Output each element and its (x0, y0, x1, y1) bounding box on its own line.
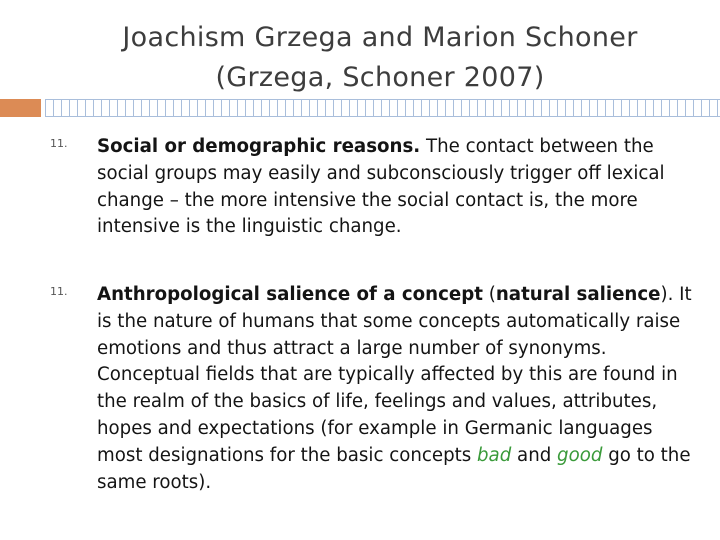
item-number: 11. (50, 285, 68, 298)
conjunction: and (511, 444, 558, 466)
grid-bar (45, 99, 720, 117)
item-heading: Anthropological salience of a concept (97, 284, 483, 305)
item-number: 11. (50, 137, 68, 150)
item-text (97, 282, 697, 496)
item-body-end: go to the same roots). (97, 444, 691, 493)
item-text (97, 134, 697, 241)
title-line-1: Joachism Grzega and Marion Schoner (122, 22, 638, 53)
paren-open: ( (482, 284, 496, 305)
item-heading: Social or demographic reasons. (97, 136, 421, 157)
paren-close: ). (660, 284, 680, 305)
highlight-word-bad: bad (477, 444, 512, 466)
highlight-word-good: good (557, 444, 603, 466)
slide-title (60, 18, 700, 98)
item-body: It is the nature of humans that some concepts automatically raise emotions and thus attract a large number of synonyms. Conceptual fields that are typically affected by this are found in the realm of the basics of life, feelings and values, attributes, hopes and expectations (for example in Germanic languages most designations for the basic concepts (97, 284, 692, 466)
item-subheading: natural salience (495, 284, 661, 305)
item-body: The contact between the social groups may easily and subconsciously trigger off lexical change – the more intensive the social contact is, the more intensive is the linguistic change. (97, 136, 665, 238)
accent-block (0, 99, 41, 117)
title-divider (0, 99, 720, 117)
title-line-2: (Grzega, Schoner 2007) (215, 62, 545, 93)
